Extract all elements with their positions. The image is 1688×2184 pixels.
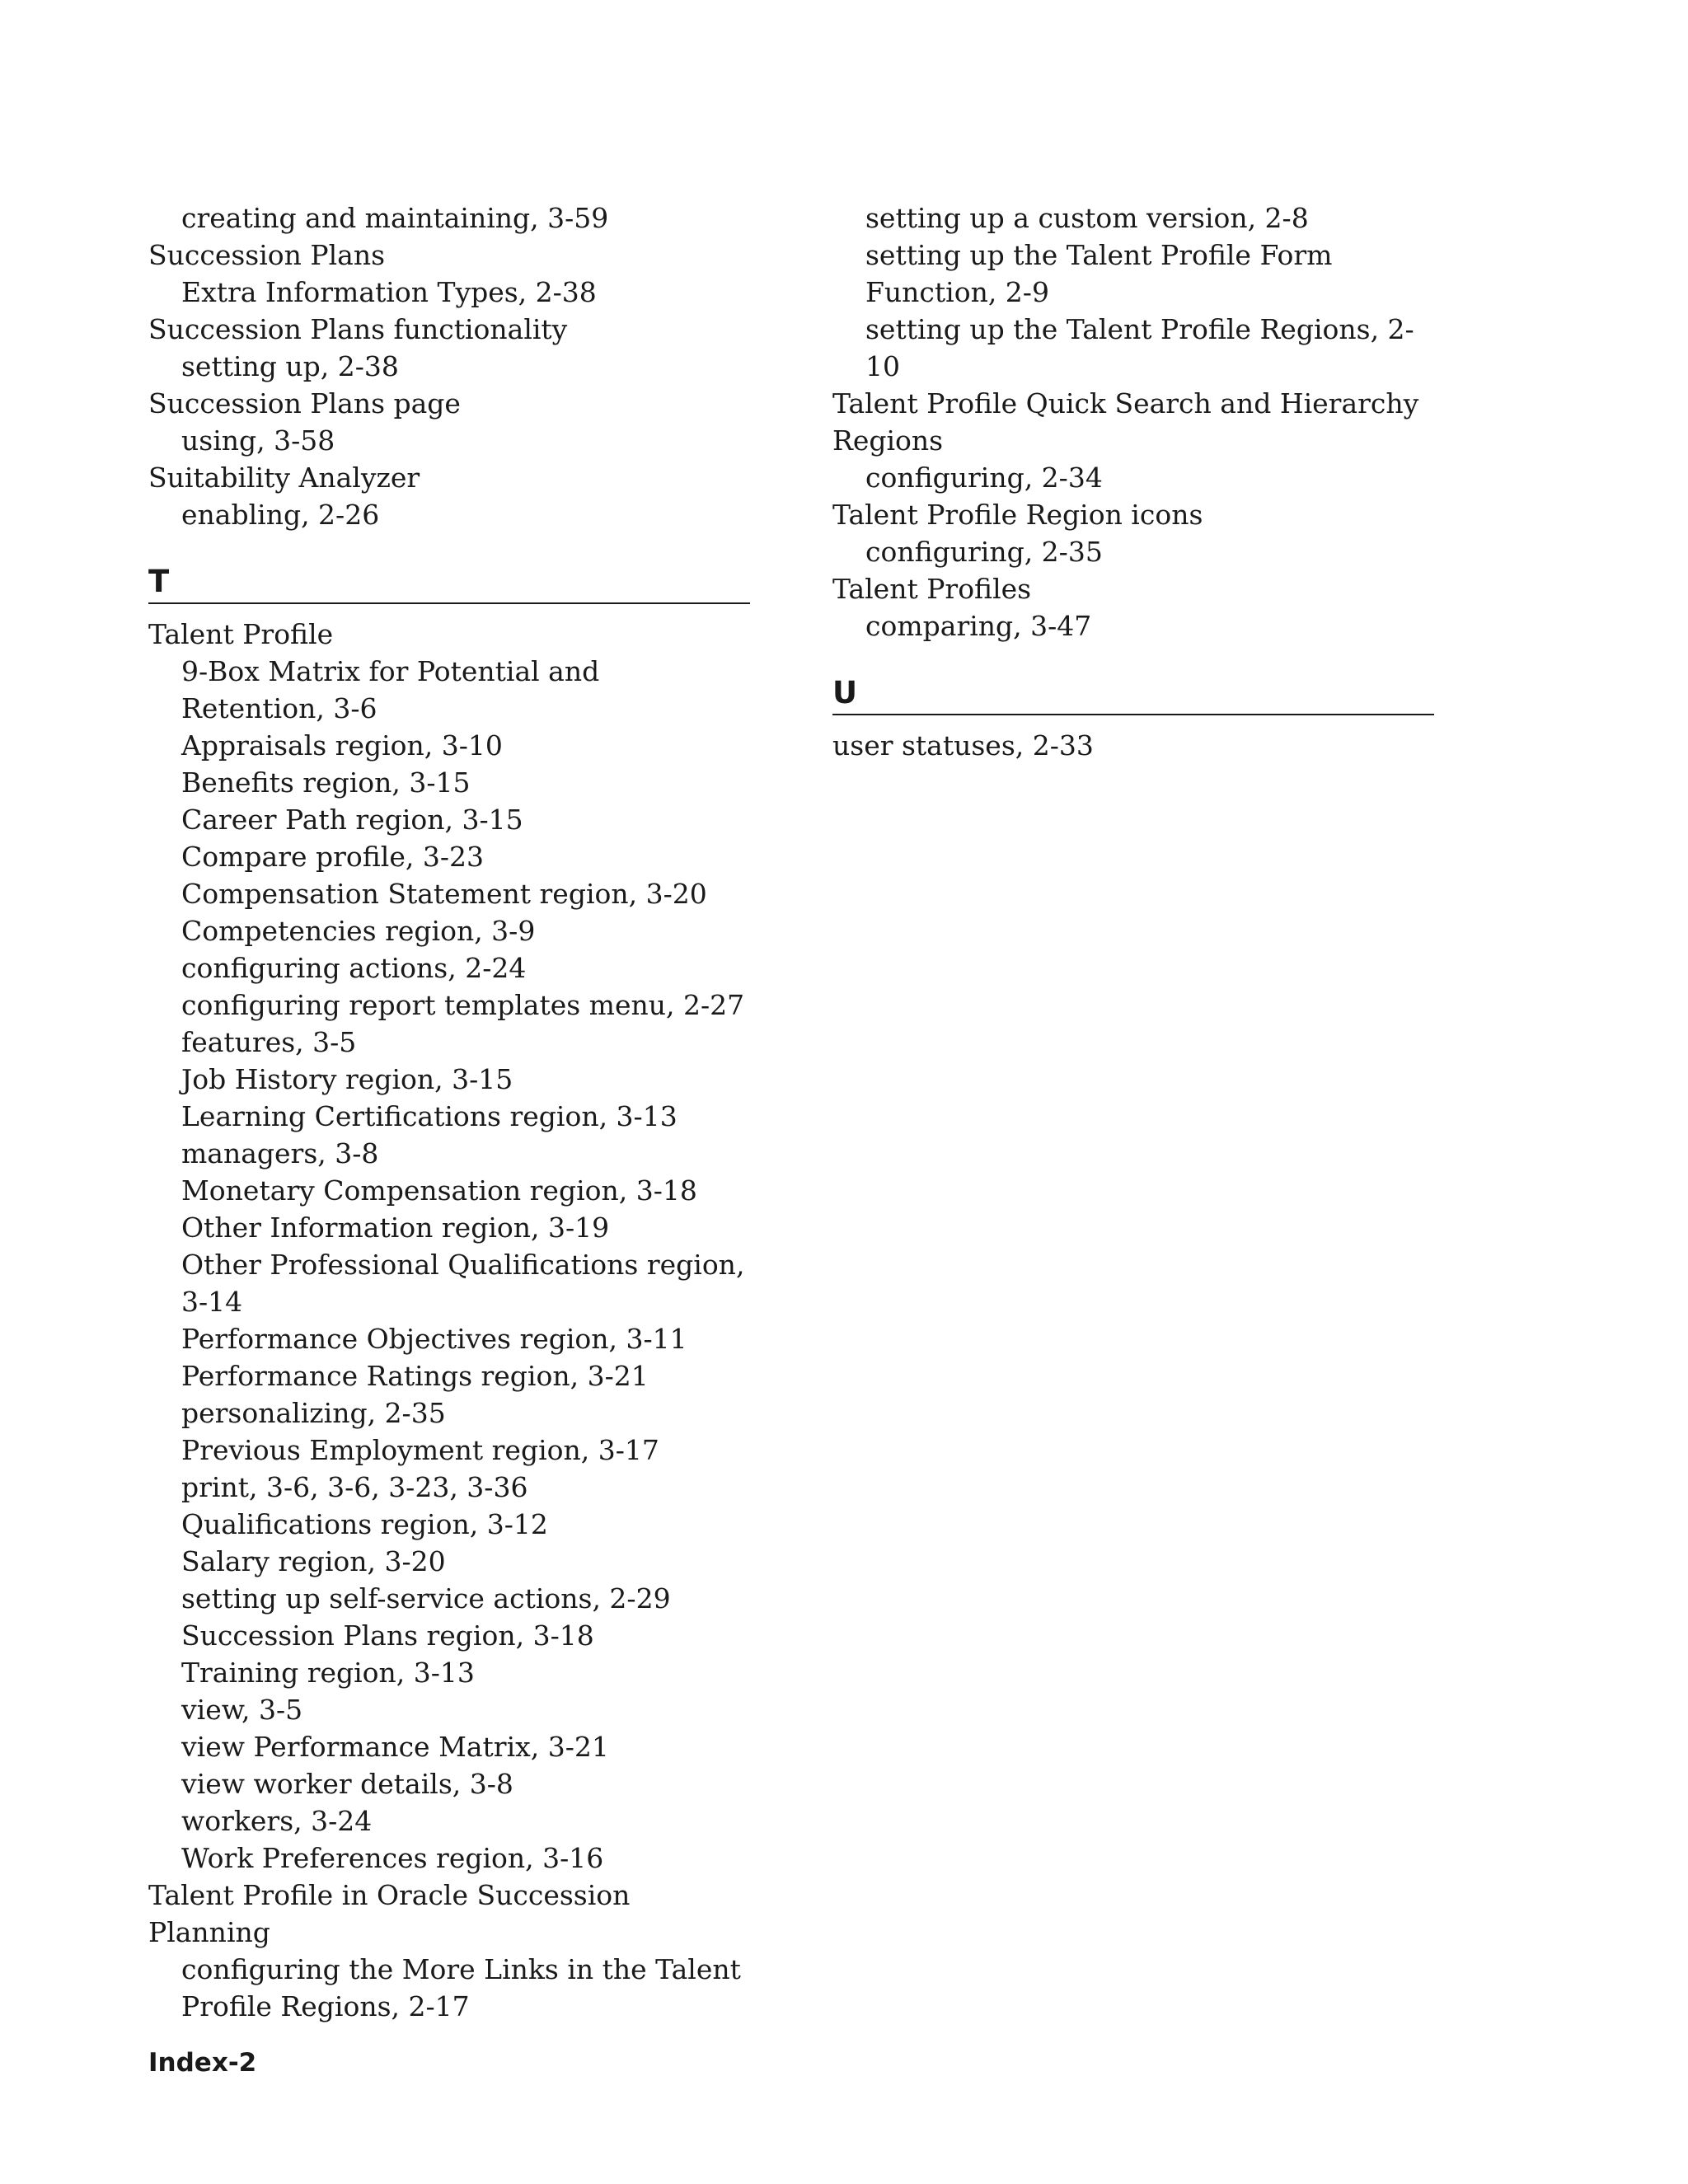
index-subentry: enabling, 2-26 [181, 499, 380, 531]
index-subentry: Compensation Statement region, 3-20 [181, 878, 707, 910]
index-subentry: configuring report templates menu, 2-27 [181, 989, 745, 1021]
index-subentry: features, 3-5 [181, 1026, 357, 1058]
index-subentry: setting up the Talent Profile Form Function, 2-9 [865, 239, 1333, 308]
index-subentry: Performance Ratings region, 3-21 [181, 1360, 649, 1392]
index-subentry: Succession Plans region, 3-18 [181, 1619, 594, 1652]
index-subentry: Other Information region, 3-19 [181, 1212, 610, 1244]
index-subentry: setting up the Talent Profile Regions, 2-10 [865, 313, 1414, 382]
index-letter-heading: U [832, 676, 1434, 715]
index-subentry: Qualifications region, 3-12 [181, 1508, 548, 1540]
index-subentry: Appraisals region, 3-10 [181, 729, 503, 762]
index-subentry: Performance Objectives region, 3-11 [181, 1323, 687, 1355]
index-entry: Talent Profile Quick Search and Hierarchy Regions [832, 387, 1419, 457]
index-subentry: comparing, 3-47 [865, 610, 1092, 642]
index-entry: Talent Profile in Oracle Succession Planning [148, 1879, 631, 1948]
index-subentry: print, 3-6, 3-6, 3-23, 3-36 [181, 1471, 528, 1503]
index-subentry: Extra Information Types, 2-38 [181, 276, 597, 308]
index-subentry: configuring, 2-34 [865, 462, 1103, 494]
index-subentry: Learning Certifications region, 3-13 [181, 1100, 678, 1132]
index-subentry: Salary region, 3-20 [181, 1545, 446, 1577]
index-subentry: Other Professional Qualifications region, 3-14 [181, 1249, 745, 1318]
index-subentry: using, 3-58 [181, 424, 335, 457]
index-entry: Suitability Analyzer [148, 462, 420, 494]
index-subentry: Previous Employment region, 3-17 [181, 1434, 659, 1466]
page-footer-label: Index-2 [148, 2048, 257, 2078]
index-subentry: view, 3-5 [181, 1694, 303, 1726]
index-subentry: Job History region, 3-15 [181, 1063, 513, 1095]
index-subentry: Work Preferences region, 3-16 [181, 1842, 604, 1874]
index-subentry: view worker details, 3-8 [181, 1768, 513, 1800]
index-subentry: Compare profile, 3-23 [181, 841, 484, 873]
index-subentry: creating and maintaining, 3-59 [181, 202, 609, 234]
index-subentry: setting up self-service actions, 2-29 [181, 1582, 671, 1615]
index-column-right [832, 199, 1434, 764]
index-subentry: workers, 3-24 [181, 1805, 373, 1837]
index-entry: Talent Profile [148, 618, 334, 650]
index-subentry: setting up, 2-38 [181, 350, 399, 382]
index-entry: user statuses, 2-33 [832, 729, 1094, 762]
index-subentry: configuring, 2-35 [865, 536, 1103, 568]
index-subentry: Training region, 3-13 [181, 1657, 475, 1689]
index-entry: Succession Plans [148, 239, 386, 271]
index-subentry: 9-Box Matrix for Potential and Retention, 3-6 [181, 655, 600, 724]
index-column-left [148, 199, 750, 2025]
index-subentry: Benefits region, 3-15 [181, 766, 471, 799]
index-entry: Succession Plans functionality [148, 313, 568, 345]
index-subentry: setting up a custom version, 2-8 [865, 202, 1309, 234]
index-subentry: managers, 3-8 [181, 1137, 379, 1169]
index-subentry: configuring actions, 2-24 [181, 952, 527, 984]
index-entry: Talent Profiles [832, 573, 1032, 605]
index-letter-heading: T [148, 565, 750, 604]
index-entry: Succession Plans page [148, 387, 461, 419]
index-subentry: Competencies region, 3-9 [181, 915, 536, 947]
index-entry: Talent Profile Region icons [832, 499, 1203, 531]
index-subentry: personalizing, 2-35 [181, 1397, 446, 1429]
index-subentry: view Performance Matrix, 3-21 [181, 1731, 609, 1763]
index-subentry: configuring the More Links in the Talent Profile Regions, 2-17 [181, 1953, 741, 2022]
index-subentry: Monetary Compensation region, 3-18 [181, 1174, 697, 1207]
index-subentry: Career Path region, 3-15 [181, 804, 523, 836]
